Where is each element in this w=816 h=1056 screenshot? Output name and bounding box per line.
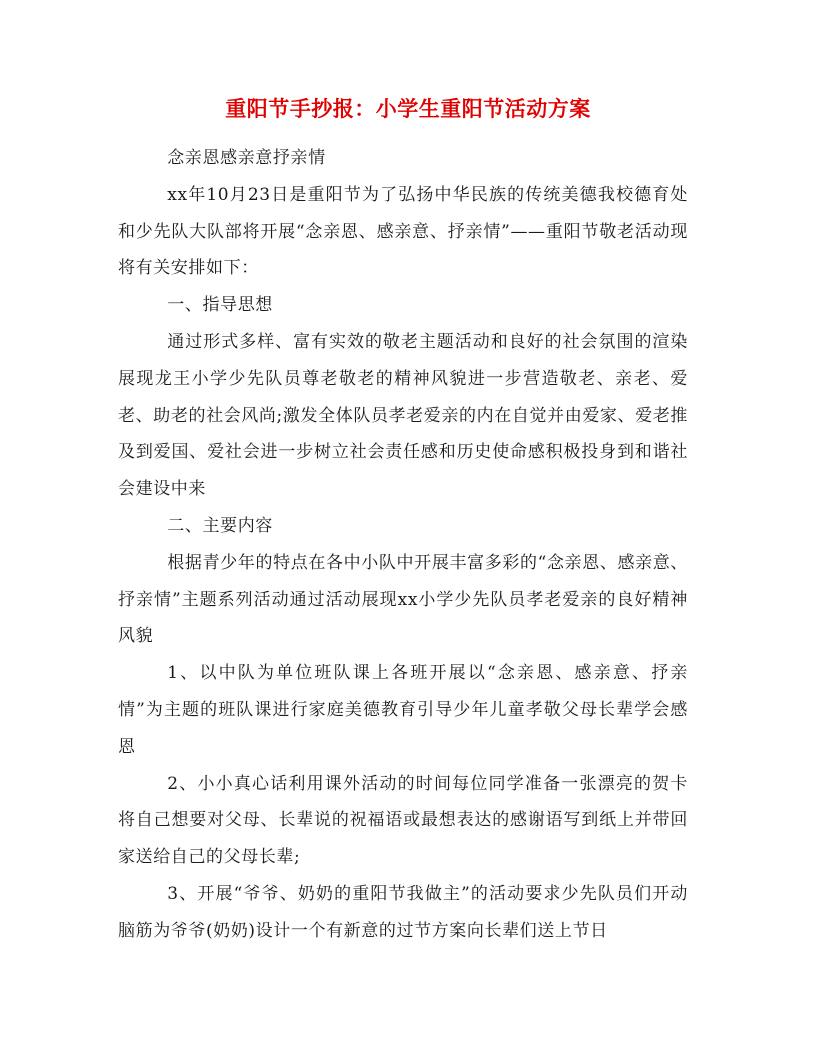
document-body: [118, 140, 688, 950]
section-heading-guiding-thought: 一、指导思想: [167, 295, 273, 316]
list-item-3: 3、开展“爷爷、奶奶的重阳节我做主”的活动要求少先队员们开动脑筋为爷爷(奶奶)设计一个有新意的过节方案向长辈们送上节日: [118, 883, 688, 941]
paragraph-intro: xx年10月23日是重阳节为了弘扬中华民族的传统美德我校德育处和少先队大队部将开展“念亲恩、感亲意、抒亲情”——重阳节敬老活动现将有关安排如下：: [118, 184, 688, 279]
list-item-2: 2、小小真心话利用课外活动的时间每位同学准备一张漂亮的贺卡将自己想要对父母、长辈说的祝福语或最想表达的感谢语写到纸上并带回家送给自己的父母长辈;: [118, 773, 688, 868]
section-heading-main-content: 二、主要内容: [167, 515, 273, 536]
list-item-1: 1、以中队为单位班队课上各班开展以“念亲恩、感亲意、抒亲情”为主题的班队课进行家庭美德教育引导少年儿童孝敬父母长辈学会感恩: [118, 663, 688, 757]
paragraph-main-content: 根据青少年的特点在各中小队中开展丰富多彩的“念亲恩、感亲意、抒亲情”主题系列活动通过活动展现xx小学少先队员孝老爱亲的良好精神风貌: [118, 552, 688, 647]
document-title: 重阳节手抄报：小学生重阳节活动方案: [225, 96, 591, 121]
paragraph-guiding-thought: 通过形式多样、富有实效的敬老主题活动和良好的社会氛围的渲染展现龙王小学少先队员尊老敬老的精神风貌进一步营造敬老、亲老、爱老、助老的社会风尚;激发全体队员孝老爱亲的内在自觉并由爱家、爱老推及到爱国、爱社会进一步树立社会责任感和历史使命感积极投身到和谐社会建设中来: [118, 331, 688, 500]
paragraph-subtitle: 念亲恩感亲意抒亲情: [167, 148, 326, 168]
